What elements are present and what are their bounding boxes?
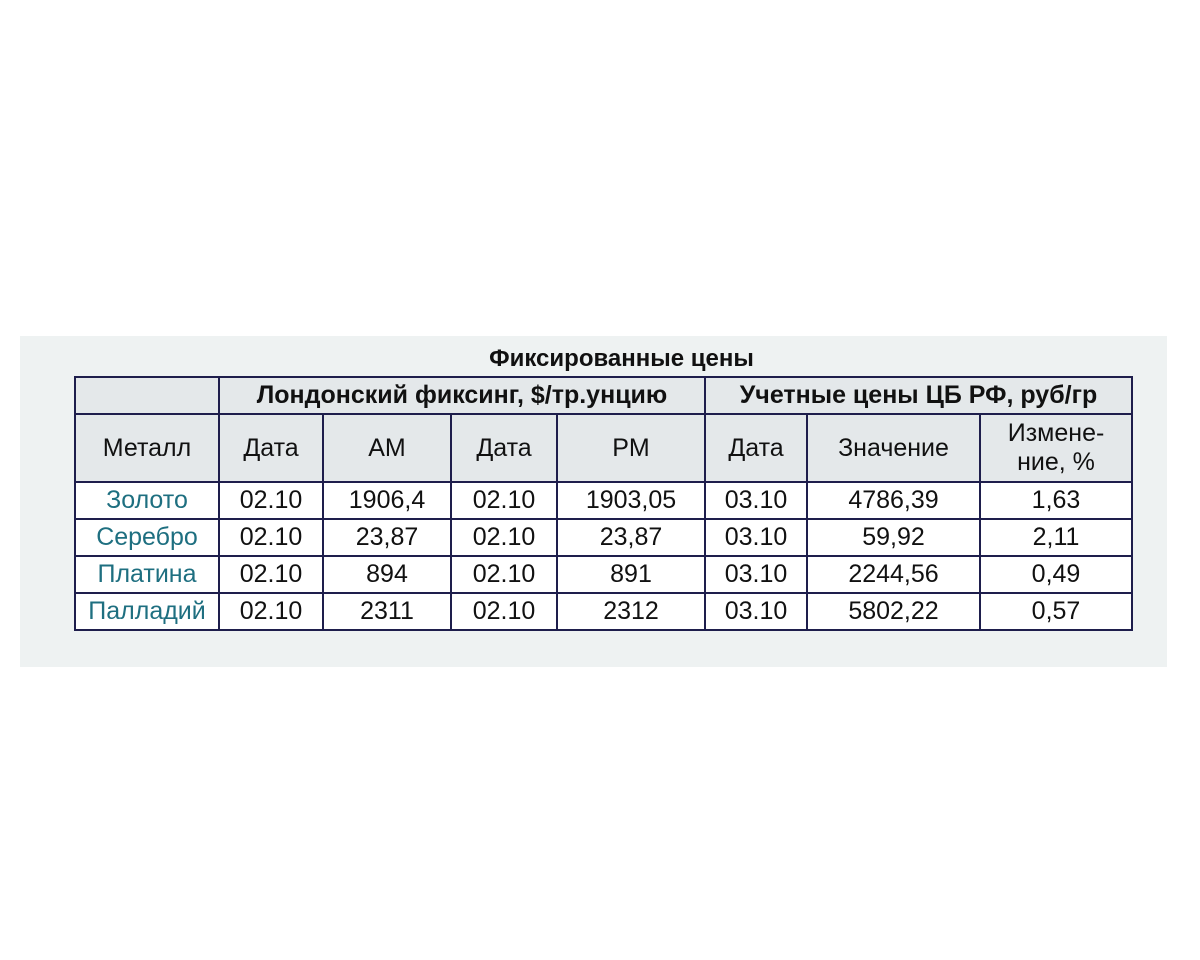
cell-date2: 02.10 bbox=[451, 482, 557, 519]
cell-value: 2244,56 bbox=[807, 556, 980, 593]
table-body bbox=[75, 482, 1132, 630]
group-header-cbr: Учетные цены ЦБ РФ, руб/гр bbox=[705, 377, 1132, 414]
col-header-date-london-am: Дата bbox=[219, 414, 323, 482]
cell-date3: 03.10 bbox=[705, 519, 807, 556]
group-header-row bbox=[75, 377, 1132, 414]
metal-link[interactable]: Золото bbox=[75, 482, 219, 519]
fixed-prices-panel bbox=[20, 336, 1167, 667]
col-header-change-line2: ние, % bbox=[1017, 448, 1095, 476]
cell-am: 1906,4 bbox=[323, 482, 451, 519]
cell-pm: 891 bbox=[557, 556, 705, 593]
column-header-row bbox=[75, 414, 1132, 482]
cell-date1: 02.10 bbox=[219, 556, 323, 593]
table-row bbox=[75, 556, 1132, 593]
cell-date1: 02.10 bbox=[219, 593, 323, 630]
fixed-prices-table bbox=[74, 376, 1133, 631]
group-header-london: Лондонский фиксинг, $/тр.унцию bbox=[219, 377, 705, 414]
col-header-change bbox=[980, 414, 1132, 482]
cell-pm: 2312 bbox=[557, 593, 705, 630]
table-row bbox=[75, 482, 1132, 519]
cell-value: 59,92 bbox=[807, 519, 980, 556]
col-header-metal: Металл bbox=[75, 414, 219, 482]
cell-change: 1,63 bbox=[980, 482, 1132, 519]
cell-value: 4786,39 bbox=[807, 482, 980, 519]
cell-am: 23,87 bbox=[323, 519, 451, 556]
cell-pm: 1903,05 bbox=[557, 482, 705, 519]
cell-pm: 23,87 bbox=[557, 519, 705, 556]
cell-date3: 03.10 bbox=[705, 556, 807, 593]
cell-date2: 02.10 bbox=[451, 556, 557, 593]
table-title: Фиксированные цены bbox=[489, 345, 754, 372]
table-row bbox=[75, 593, 1132, 630]
cell-change: 2,11 bbox=[980, 519, 1132, 556]
col-header-am: AM bbox=[323, 414, 451, 482]
metal-link[interactable]: Палладий bbox=[75, 593, 219, 630]
cell-am: 894 bbox=[323, 556, 451, 593]
table-row bbox=[75, 519, 1132, 556]
col-header-date-cbr: Дата bbox=[705, 414, 807, 482]
cell-value: 5802,22 bbox=[807, 593, 980, 630]
cell-date1: 02.10 bbox=[219, 482, 323, 519]
cell-date3: 03.10 bbox=[705, 593, 807, 630]
cell-date2: 02.10 bbox=[451, 593, 557, 630]
cell-change: 0,57 bbox=[980, 593, 1132, 630]
col-header-value: Значение bbox=[807, 414, 980, 482]
cell-date1: 02.10 bbox=[219, 519, 323, 556]
metal-link[interactable]: Серебро bbox=[75, 519, 219, 556]
col-header-change-line1: Измене- bbox=[1007, 419, 1105, 447]
cell-date3: 03.10 bbox=[705, 482, 807, 519]
metal-link[interactable]: Платина bbox=[75, 556, 219, 593]
group-header-blank bbox=[75, 377, 219, 414]
col-header-pm: PM bbox=[557, 414, 705, 482]
cell-date2: 02.10 bbox=[451, 519, 557, 556]
cell-change: 0,49 bbox=[980, 556, 1132, 593]
cell-am: 2311 bbox=[323, 593, 451, 630]
col-header-date-london-pm: Дата bbox=[451, 414, 557, 482]
